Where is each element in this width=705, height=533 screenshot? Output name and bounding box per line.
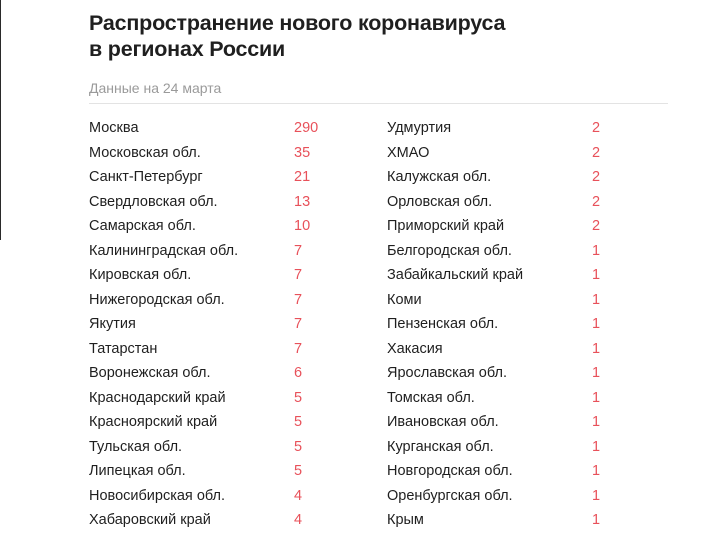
region-name: Краснодарский край bbox=[89, 389, 226, 406]
region-name: Коми bbox=[387, 291, 422, 308]
region-row bbox=[387, 288, 657, 313]
region-row bbox=[89, 165, 359, 190]
region-row bbox=[89, 141, 359, 166]
case-count: 13 bbox=[294, 193, 311, 210]
region-name: Якутия bbox=[89, 316, 136, 332]
case-count: 1 bbox=[592, 242, 601, 259]
case-count: 1 bbox=[592, 267, 601, 283]
region-name: Свердловская обл. bbox=[89, 193, 218, 210]
region-row bbox=[89, 459, 359, 484]
case-count: 1 bbox=[592, 487, 601, 504]
region-row bbox=[89, 214, 359, 239]
case-count: 1 bbox=[592, 414, 601, 430]
case-count: 1 bbox=[592, 316, 601, 332]
region-row bbox=[89, 239, 359, 264]
case-count: 7 bbox=[294, 242, 303, 259]
region-name: Москва bbox=[89, 120, 139, 136]
case-count: 2 bbox=[592, 169, 601, 185]
region-name: Крым bbox=[387, 512, 424, 528]
region-row bbox=[89, 410, 359, 435]
region-row bbox=[387, 435, 657, 460]
region-name: Оренбургская обл. bbox=[387, 487, 513, 504]
region-name: Липецкая обл. bbox=[89, 463, 186, 479]
region-row bbox=[89, 312, 359, 337]
region-name: Татарстан bbox=[89, 340, 158, 357]
case-count: 2 bbox=[592, 193, 601, 210]
region-name: Хакасия bbox=[387, 340, 443, 357]
region-row bbox=[89, 386, 359, 411]
title-line-1: Распространение нового коронавируса bbox=[89, 11, 506, 35]
case-count: 4 bbox=[294, 487, 303, 504]
case-count: 1 bbox=[592, 365, 601, 381]
region-name: Белгородская обл. bbox=[387, 242, 512, 259]
title-line-2: в регионах России bbox=[89, 37, 286, 61]
case-count: 7 bbox=[294, 267, 303, 283]
case-count: 7 bbox=[294, 340, 303, 357]
region-row bbox=[89, 288, 359, 313]
region-row bbox=[387, 312, 657, 337]
region-row bbox=[387, 386, 657, 411]
region-name: Томская обл. bbox=[387, 389, 475, 406]
region-row bbox=[89, 361, 359, 386]
case-count: 2 bbox=[592, 120, 601, 136]
case-count: 2 bbox=[592, 218, 601, 234]
case-count: 5 bbox=[294, 414, 303, 430]
region-name: Новгородская обл. bbox=[387, 463, 513, 479]
region-row bbox=[89, 116, 359, 141]
region-row bbox=[89, 508, 359, 533]
region-row bbox=[387, 141, 657, 166]
region-name: Тульская обл. bbox=[89, 438, 183, 455]
region-name: Самарская обл. bbox=[89, 218, 196, 234]
case-count: 7 bbox=[294, 291, 303, 308]
case-count: 1 bbox=[592, 438, 601, 455]
region-row bbox=[387, 165, 657, 190]
region-name: Санкт-Петербург bbox=[89, 169, 203, 185]
region-row bbox=[387, 239, 657, 264]
region-name: Ярославская обл. bbox=[387, 365, 507, 381]
region-row bbox=[89, 190, 359, 215]
region-name: Ивановская обл. bbox=[387, 414, 499, 430]
region-name: Орловская обл. bbox=[387, 193, 493, 210]
date-subtitle: Данные на 24 марта bbox=[89, 80, 222, 96]
case-count: 1 bbox=[592, 512, 601, 528]
region-name: Калужская обл. bbox=[387, 169, 492, 185]
case-count: 1 bbox=[592, 291, 601, 308]
case-count: 5 bbox=[294, 463, 303, 479]
region-row bbox=[89, 337, 359, 362]
region-row bbox=[387, 214, 657, 239]
page-title bbox=[89, 0, 669, 62]
regions-column-left bbox=[89, 116, 359, 533]
case-count: 1 bbox=[592, 463, 601, 479]
region-name: Курганская обл. bbox=[387, 438, 494, 455]
region-name: Московская обл. bbox=[89, 144, 201, 161]
region-name: Удмуртия bbox=[387, 120, 452, 136]
region-row bbox=[387, 116, 657, 141]
region-name: Кировская обл. bbox=[89, 267, 192, 283]
region-row bbox=[387, 361, 657, 386]
region-name: Забайкальский край bbox=[387, 267, 524, 283]
region-name: ХМАО bbox=[387, 144, 430, 161]
region-row bbox=[387, 410, 657, 435]
case-count: 6 bbox=[294, 365, 303, 381]
region-row bbox=[387, 337, 657, 362]
region-row bbox=[89, 435, 359, 460]
case-count: 7 bbox=[294, 316, 303, 332]
region-name: Новосибирская обл. bbox=[89, 487, 226, 504]
region-name: Красноярский край bbox=[89, 414, 218, 430]
case-count: 5 bbox=[294, 438, 303, 455]
case-count: 1 bbox=[592, 340, 601, 357]
header-divider bbox=[89, 103, 668, 104]
page-edge-rule bbox=[0, 0, 1, 240]
region-name: Приморский край bbox=[387, 218, 505, 234]
case-count: 4 bbox=[294, 512, 303, 528]
region-row bbox=[89, 484, 359, 509]
case-count: 21 bbox=[294, 169, 311, 185]
infographic-card bbox=[89, 0, 669, 528]
region-row bbox=[387, 190, 657, 215]
region-row bbox=[89, 263, 359, 288]
region-name: Нижегородская обл. bbox=[89, 291, 225, 308]
region-row bbox=[387, 263, 657, 288]
region-name: Пензенская обл. bbox=[387, 316, 499, 332]
case-count: 290 bbox=[294, 120, 319, 136]
region-name: Воронежская обл. bbox=[89, 365, 211, 381]
case-count: 10 bbox=[294, 218, 311, 234]
region-name: Хабаровский край bbox=[89, 512, 211, 528]
case-count: 35 bbox=[294, 144, 311, 161]
case-count: 2 bbox=[592, 144, 601, 161]
case-count: 5 bbox=[294, 389, 303, 406]
region-row bbox=[387, 508, 657, 533]
case-count: 1 bbox=[592, 389, 601, 406]
region-row bbox=[387, 459, 657, 484]
region-row bbox=[387, 484, 657, 509]
region-name: Калининградская обл. bbox=[89, 242, 239, 259]
regions-column-right bbox=[387, 116, 657, 533]
